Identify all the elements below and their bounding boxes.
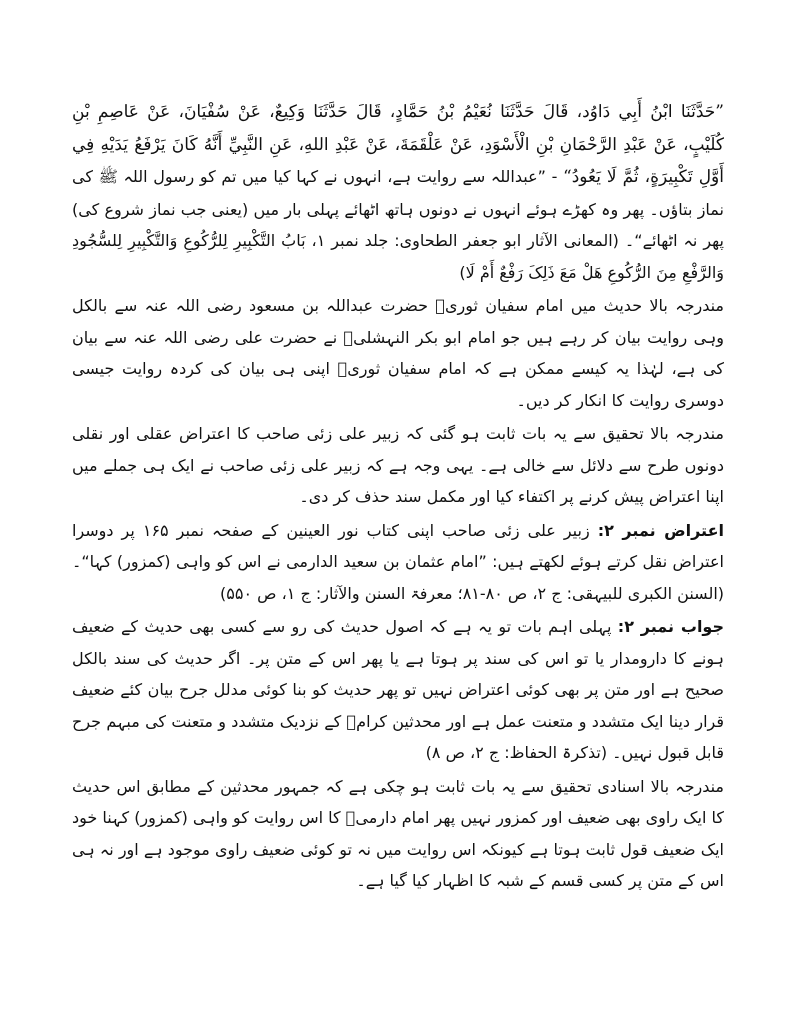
objection-2-paragraph xyxy=(72,515,724,610)
paragraph-conclusion xyxy=(72,418,724,513)
objection-label: اعتراض نمبر ۲: xyxy=(597,520,724,540)
hadith-translation-text: - ”عبداللہ سے روایت ہے، انہوں نے کہا کیا میں تم کو رسول اللہ ﷺ کی نماز بتاؤں۔ پھر وہ کھڑے ہوئے انہوں نے دونوں ہاتھ اٹھائے پہلی بار میں (یعنی جب نماز شروع کی) پھر نہ اٹھائے“۔ (المعانی الآثار ابو جعفر الطحاوی: جلد نمبر ۱، بَابُ التَّکْبِیرِ لِلرُّکُوعِ وَالتَّکْبِیرِ لِلسُّجُودِ وَالرَّفْعِ مِنَ الرُّکُوعِ ھَلْ مَعَ ذَلِکَ رَفْعٌ أَمْ لَا) xyxy=(72,167,724,282)
answer-2-paragraph xyxy=(72,611,724,769)
arabic-hadith-text: ”حَدَّثَنَا ابْنُ أَبِي دَاوُد، قَالَ حَدَّثَنَا نُعَيْمُ بْنُ حَمَّادٍ، قَالَ حَدَّثَنَا وَكِيعٌ، عَنْ سُفْيَانَ، عَنْ عَاصِمِ بْنِ كُلَيْبٍ، عَنْ عَبْدِ الرَّحْمَانِ بْنِ الْأَسْوَدِ، عَنْ عَلْقَمَةَ، عَنْ عَبْدِ اللهِ، عَنِ النَّبِيِّ أَنَّهُ كَانَ يَرْفَعُ يَدَيْهِ فِي أَوَّلِ تَكْبِيرَةٍ، ثُمَّ لَا يَعُودُ“ xyxy=(72,102,724,187)
paragraph-text: مندرجہ بالا حدیث میں امام سفیان ثوریؒ حضرت عبداللہ بن مسعود رضی اللہ عنہ سے بالکل وہی روایت بیان کر رہے ہیں جو امام ابو بکر النہشلیؒ نے حضرت علی رضی اللہ عنہ سے بیان کی ہے، لہٰذا یہ کیسے ممکن ہے کہ امام سفیان ثوریؒ اپنی ہی بیان کی کردہ روایت جیسی دوسری روایت کا انکار کر دیں۔ xyxy=(72,296,724,410)
paragraph-text: زبیر علی زئی صاحب اپنی کتاب نور العینین کے صفحہ نمبر ۱۶۵ پر دوسرا اعتراض نقل کرتے ہوئے لکھتے ہیں: ”امام عثمان بن سعید الدارمی نے اس کو واہی (کمزور) کہا“۔ (السنن الکبری للبیہقی: ج ۲، ص ۸۰-۸۱؛ معرفۃ السنن والآثار: ج ۱، ص ۵۵۰) xyxy=(72,520,724,603)
hadith-paragraph xyxy=(72,96,724,288)
paragraph-analysis xyxy=(72,290,724,416)
answer-label: جواب نمبر ۲: xyxy=(617,617,724,636)
paragraph-text: مندرجہ بالا اسنادی تحقیق سے یہ بات ثابت ہو چکی ہے کہ جمہور محدثین کے مطابق اس حدیث کا ایک راوی بھی ضعیف اور کمزور نہیں پھر امام دارمیؒ کا اس روایت کو واہی (کمزور) کہنا خود ایک ضعیف قول ثابت ہوتا ہے کیونکہ اس روایت میں نہ تو کوئی ضعیف راوی موجود ہے اور نہ ہی اس کے متن پر کسی قسم کے شبہ کا اظہار کیا گیا ہے۔ xyxy=(72,776,724,890)
paragraph-final xyxy=(72,771,724,897)
paragraph-text: پہلی اہم بات تو یہ ہے کہ اصول حدیث کی رو سے کسی بھی حدیث کے ضعیف ہونے کا دارومدار یا تو اس کی سند پر ہوتا ہے یا پھر اس کے متن پر۔ اگر حدیث کی سند بالکل صحیح ہے اور متن پر بھی کوئی اعتراض نہیں تو پھر حدیث کو بنا کوئی مدلل جرح بیان کئے ضعیف قرار دینا ایک متشدد و متعنت عمل ہے اور محدثین کرامؒ کے نزدیک متشدد و متعنت کی مبہم جرح قابل قبول نہیں۔ (تذکرۃ الحفاظ: ج ۲، ص ۸) xyxy=(72,617,724,762)
paragraph-text: مندرجہ بالا تحقیق سے یہ بات ثابت ہو گئی کہ زبیر علی زئی صاحب کا اعتراض عقلی اور نقلی دونوں طرح سے دلائل سے خالی ہے۔ یہی وجہ ہے کہ زبیر علی زئی صاحب نے ایک ہی جملے میں اپنا اعتراض پیش کرنے پر اکتفاء کیا اور مکمل سند حذف کر دی۔ xyxy=(72,424,724,506)
document-page xyxy=(72,96,724,899)
